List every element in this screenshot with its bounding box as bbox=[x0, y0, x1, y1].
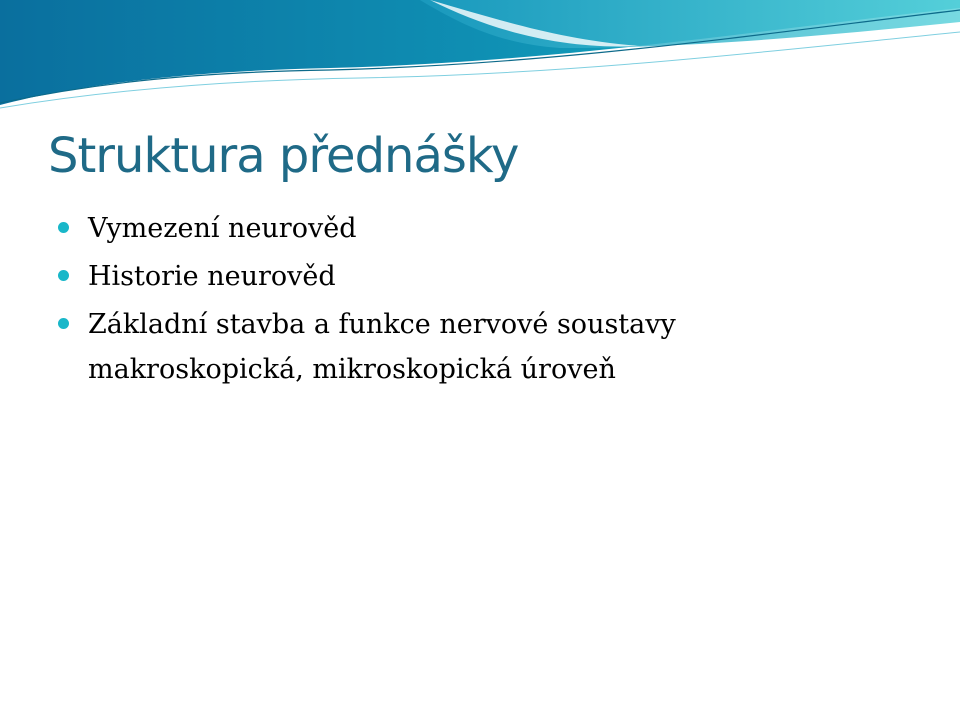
bullet-subtext: makroskopická, mikroskopická úroveň bbox=[88, 354, 616, 385]
bullet-text: Základní stavba a funkce nervové soustavy bbox=[88, 309, 676, 340]
bullet-dot-icon bbox=[58, 270, 69, 281]
bullet-item bbox=[58, 302, 938, 392]
bullet-list bbox=[58, 206, 938, 395]
bullet-item bbox=[58, 254, 938, 299]
bullet-dot-icon bbox=[58, 318, 69, 329]
bullet-text: Vymezení neurověd bbox=[88, 213, 357, 244]
header-wave-decoration bbox=[0, 0, 960, 110]
bullet-text: Historie neurověd bbox=[88, 261, 336, 292]
slide-title: Struktura přednášky bbox=[48, 128, 519, 184]
bullet-dot-icon bbox=[58, 222, 69, 233]
bullet-item bbox=[58, 206, 938, 251]
